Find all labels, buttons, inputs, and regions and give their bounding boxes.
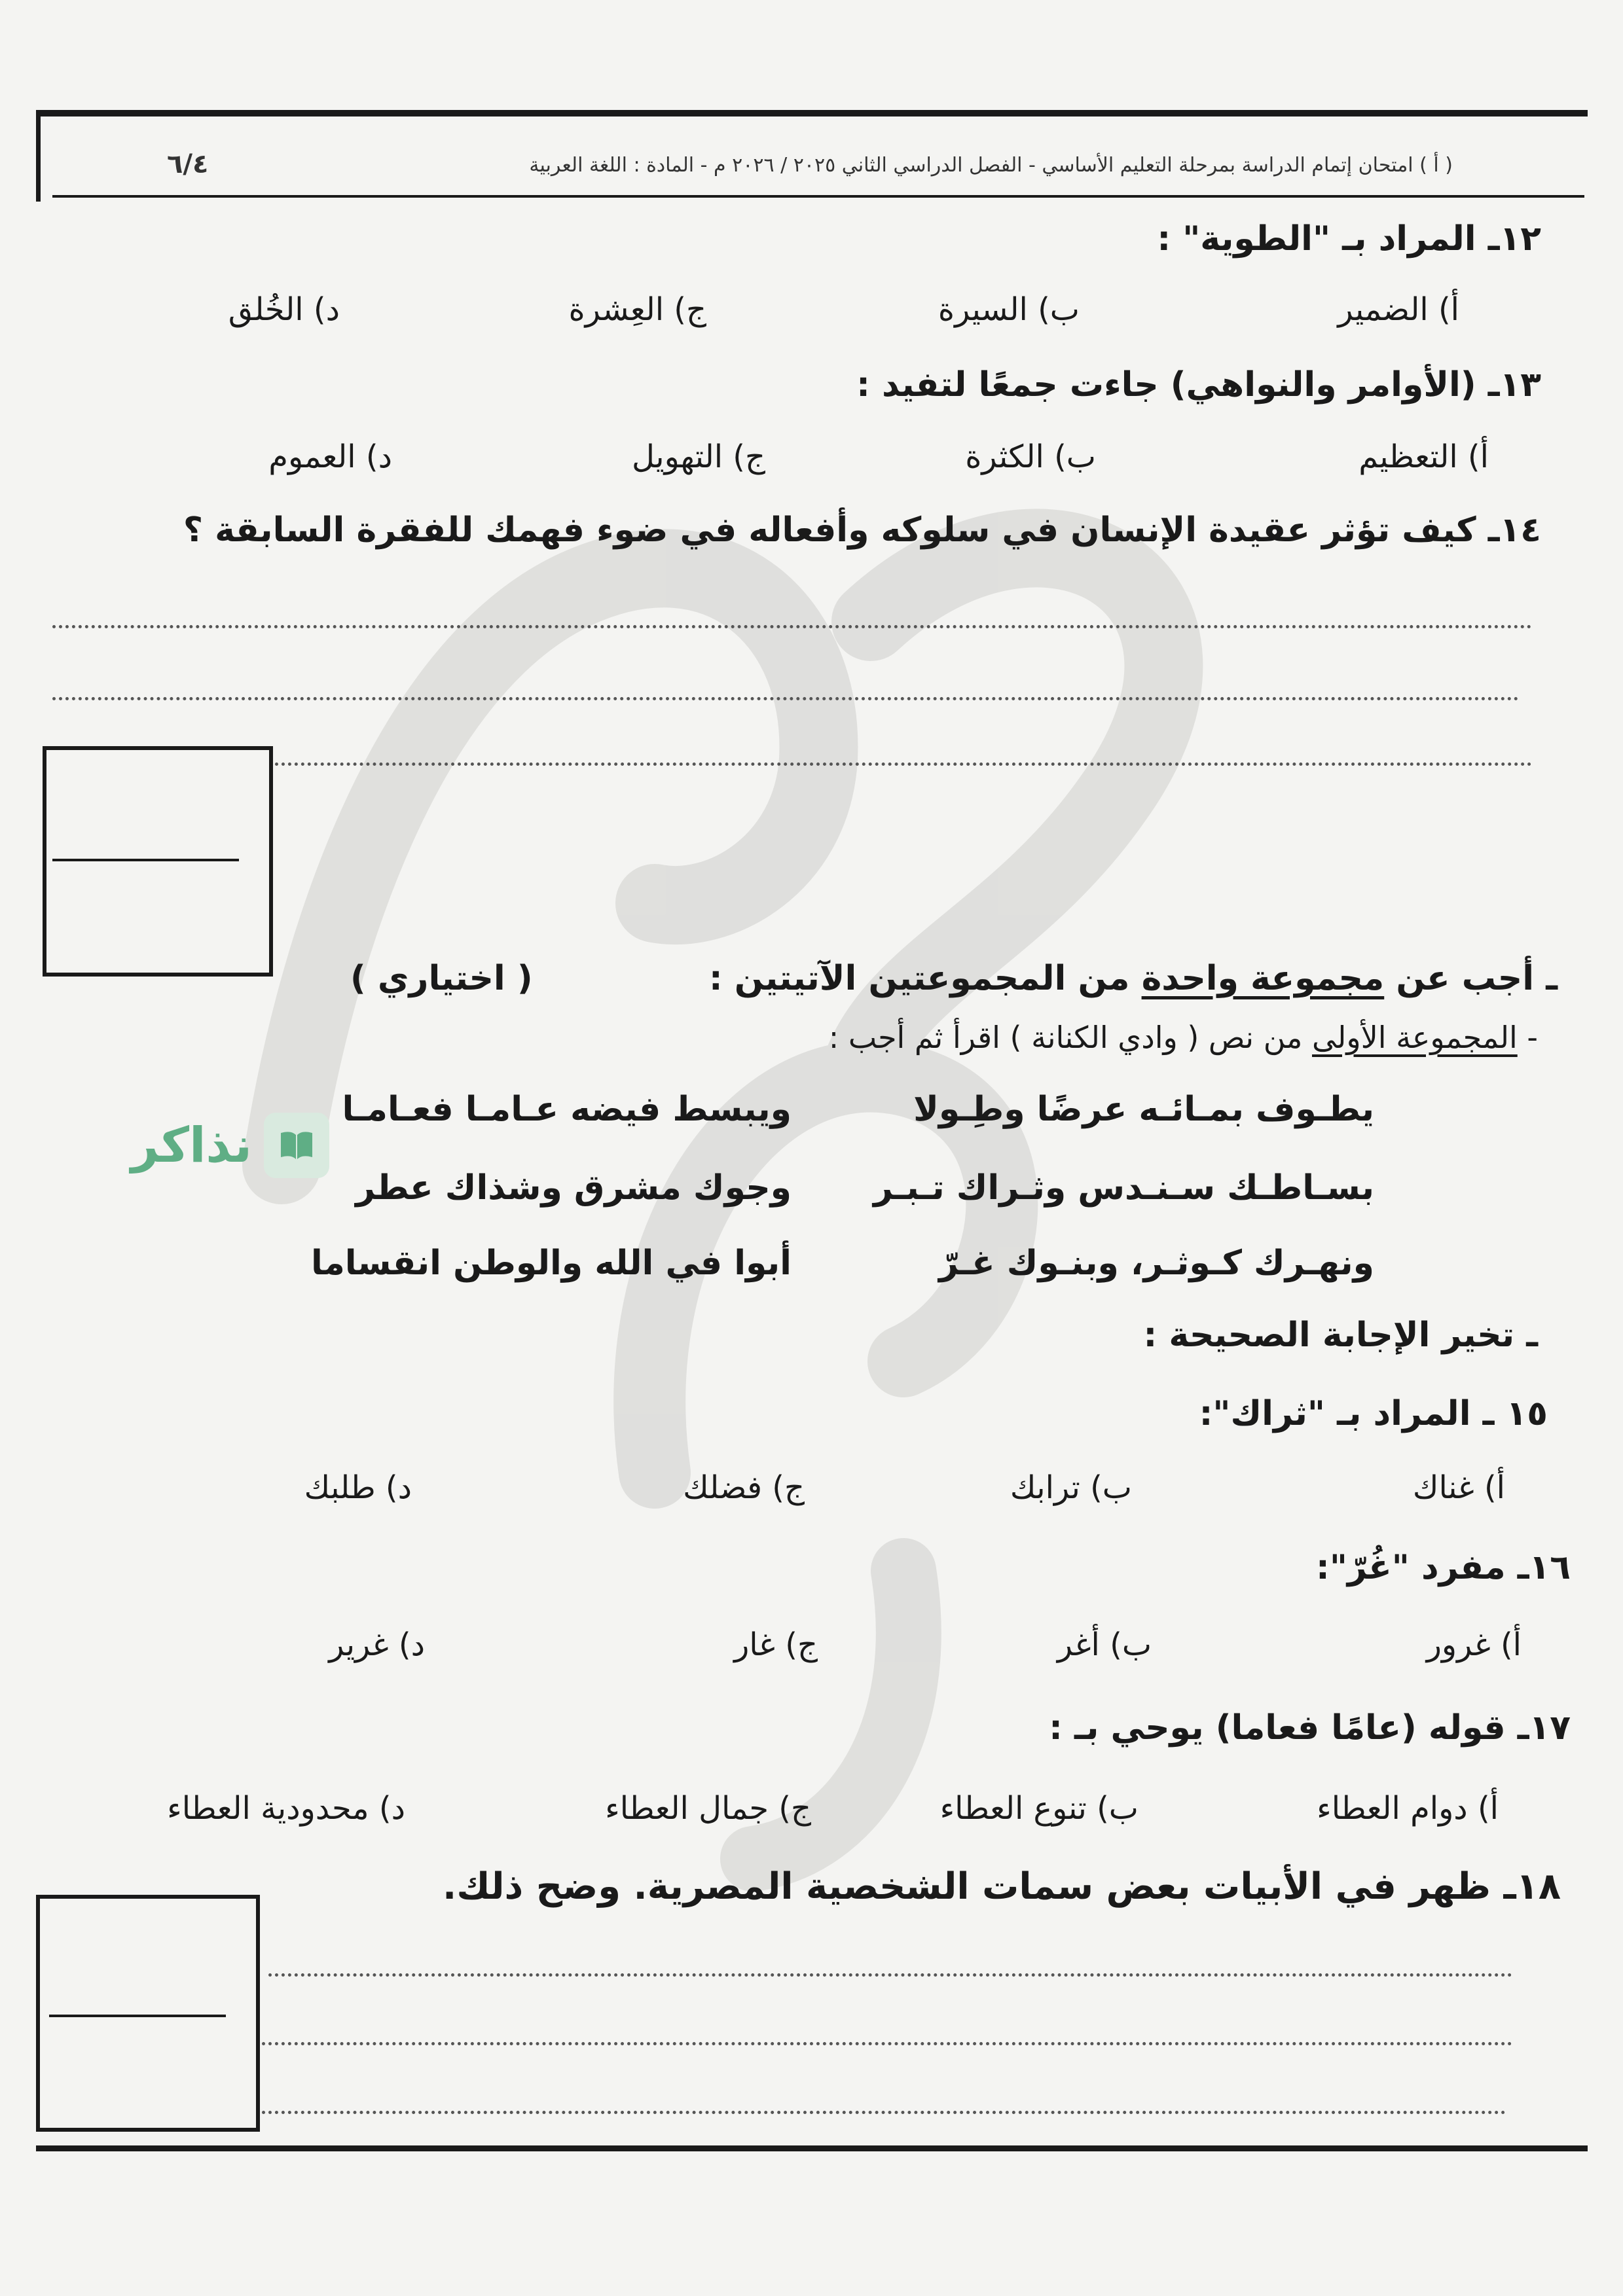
- score-box-q18: [36, 1895, 260, 2132]
- q14-answer-line-1[interactable]: [52, 625, 1532, 628]
- question-17-prompt: ١٧ـ قوله (عامًا فعاما) يوحي بـ :: [1049, 1708, 1571, 1748]
- q15-option-b[interactable]: ب) ترابك: [1010, 1469, 1132, 1506]
- question-12-prompt: ١٢ـ المراد بـ "الطوية" :: [1157, 219, 1541, 259]
- group1-text: من نص ( وادي الكنانة ) اقرأ ثم أجب :: [828, 1020, 1303, 1055]
- score-box-q14-divider: [52, 859, 239, 861]
- score-box-q14: [43, 746, 273, 977]
- q13-option-d[interactable]: د) العموم: [268, 439, 392, 475]
- q12-option-c[interactable]: ج) العِشرة: [568, 291, 706, 328]
- q13-option-b[interactable]: ب) الكثرة: [965, 439, 1096, 475]
- instruction-prefix: ـ أجب عن: [1396, 959, 1558, 998]
- verse-2-right: بسـاطـك سـنـدس وثـراك تـبـر: [873, 1168, 1374, 1208]
- verse-3-left: أبوا في الله والوطن انقساما: [311, 1244, 792, 1283]
- q16-option-b[interactable]: ب) أغر: [1057, 1626, 1152, 1663]
- section-instruction: [709, 959, 1558, 998]
- q14-answer-line-2[interactable]: [52, 697, 1519, 700]
- group1-instruction: [829, 1020, 1538, 1055]
- verse-1-right: يطـوف بمـائـه عرضًا وطِـولا: [913, 1090, 1374, 1129]
- q16-option-d[interactable]: د) غرير: [329, 1626, 425, 1663]
- q15-option-c[interactable]: ج) فضلك: [683, 1469, 805, 1506]
- q15-option-d[interactable]: د) طلبك: [304, 1469, 412, 1506]
- verse-3-right: ونهـرك كـوثـر، وبنـوك غـرّ: [938, 1244, 1374, 1283]
- q12-option-b[interactable]: ب) السيرة: [938, 291, 1080, 328]
- verse-2-left: وجوك مشرق وشذاك عطر: [356, 1168, 792, 1208]
- q18-answer-line-3[interactable]: [262, 2111, 1506, 2114]
- optional-tag: ( اختياري ): [350, 959, 533, 998]
- verse-1-left: ويبسط فيضه عـامـا فعـامـا: [342, 1090, 792, 1129]
- question-14-prompt: ١٤ـ كيف تؤثر عقيدة الإنسان في سلوكه وأفعاله في ضوء فهمك للفقرة السابقة ؟: [183, 511, 1541, 550]
- q16-option-c[interactable]: ج) غار: [734, 1626, 818, 1663]
- score-box-q18-divider: [49, 2015, 226, 2017]
- open-book-icon: [264, 1113, 329, 1178]
- instruction-suffix: من المجموعتين الآتيتين :: [708, 959, 1130, 998]
- q17-option-a[interactable]: أ) دوام العطاء: [1317, 1790, 1499, 1827]
- question-16-prompt: ١٦ـ مفرد "غُرّ":: [1316, 1548, 1571, 1587]
- q17-option-c[interactable]: ج) جمال العطاء: [605, 1790, 811, 1827]
- q15-option-a[interactable]: أ) غناك: [1412, 1469, 1505, 1506]
- nathaker-logo: [131, 1113, 329, 1178]
- q12-option-d[interactable]: د) الخُلق: [228, 291, 340, 328]
- instruction-underlined: مجموعة واحدة: [1141, 959, 1385, 998]
- q17-option-d[interactable]: د) محدودية العطاء: [167, 1790, 405, 1827]
- q13-option-a[interactable]: أ) التعظيم: [1359, 439, 1489, 475]
- q13-option-c[interactable]: ج) التهويل: [631, 439, 765, 475]
- q18-answer-line-1[interactable]: [268, 1973, 1512, 1977]
- q14-answer-line-3[interactable]: [275, 762, 1532, 766]
- group1-label: المجموعة الأولى: [1312, 1020, 1518, 1055]
- choose-instruction: ـ تخير الإجابة الصحيحة :: [1143, 1316, 1538, 1355]
- question-15-prompt: ١٥ ـ المراد بـ "ثراك":: [1199, 1394, 1548, 1433]
- exam-header: ( أ ) امتحان إتمام الدراسة بمرحلة التعليم الأساسي - الفصل الدراسي الثاني ٢٠٢٥ / ٢٠٢٦ م - المادة : اللغة العربية: [529, 154, 1453, 177]
- q18-answer-line-2[interactable]: [262, 2042, 1512, 2045]
- page-number: ٦/٤: [167, 149, 209, 179]
- q12-option-a[interactable]: أ) الضمير: [1338, 291, 1459, 328]
- question-18-prompt: ١٨ـ ظهر في الأبيات بعض سمات الشخصية المصرية. وضح ذلك.: [443, 1865, 1561, 1908]
- group1-dash: -: [1527, 1020, 1538, 1055]
- question-13-prompt: ١٣ـ (الأوامر والنواهي) جاءت جمعًا لتفيد :: [856, 365, 1541, 404]
- footer-rule: [36, 2145, 1588, 2151]
- q17-option-b[interactable]: ب) تنوع العطاء: [939, 1790, 1139, 1827]
- logo-brand-text: نذاكر: [131, 1117, 252, 1174]
- q16-option-a[interactable]: أ) غرور: [1426, 1626, 1522, 1663]
